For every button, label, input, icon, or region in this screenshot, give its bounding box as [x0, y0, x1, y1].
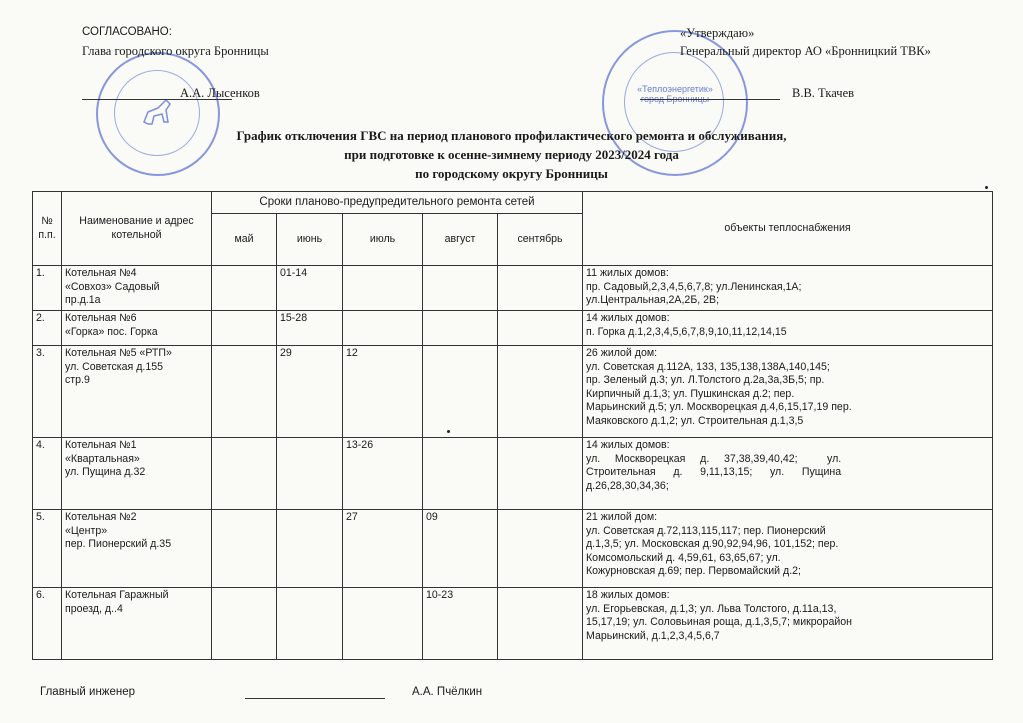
table-row: [33, 510, 993, 588]
approval-right-label: «Утверждаю»: [680, 26, 755, 40]
row-objects: 18 жилых домов: ул. Егорьевская, д.1,3; ул. Льва Толстого, д.11а,13, 15,17,19; ул. Соловьиная роща, д.1,3,5,7; микрорайон Марьинский, д.1,2,3,4,5,6,7: [583, 588, 993, 660]
header-objects: объекты теплоснабжения: [583, 192, 993, 266]
row-boiler-name: Котельная №6 «Горка» пос. Горка: [62, 311, 212, 346]
cell-june: 29: [277, 346, 343, 438]
row-objects: 26 жилой дом: ул. Советская д.112А, 133, 135,138,138А,140,145; пр. Зеленый д.3; ул. Л.Толстого д.2а,3а,3Б,5; пр. Кирпичный д.1,3; ул. Пушкинская д.2; пер. Марьинский д.5; ул. Москворецкая д.4,6,15,17,19 пер. Маяковского д.1,2; ул. Строительная д.1,3,5: [583, 346, 993, 438]
table-row: [33, 588, 993, 660]
cell-september: [498, 266, 583, 311]
footer-signature-line: [245, 698, 385, 699]
row-boiler-name: Котельная Гаражный проезд, д..4: [62, 588, 212, 660]
row-boiler-name: Котельная №4 «Совхоз» Садовый пр.д.1а: [62, 266, 212, 311]
cell-september: [498, 510, 583, 588]
cell-june: [277, 510, 343, 588]
doc-title-line2: при подготовке к осенне-зимнему периоду 2023/2024 года: [344, 147, 679, 162]
cell-may: [212, 311, 277, 346]
cell-june: [277, 588, 343, 660]
cell-july: [343, 588, 423, 660]
row-num: 4.: [33, 438, 62, 510]
row-objects: 11 жилых домов: пр. Садовый,2,3,4,5,6,7,8; ул.Ленинская,1А; ул.Центральная,2А,2Б, 2В;: [583, 266, 993, 311]
cell-may: [212, 438, 277, 510]
header-month-september: сентябрь: [498, 214, 583, 266]
row-boiler-name: Котельная №2 «Центр» пер. Пионерский д.35: [62, 510, 212, 588]
table-row: [33, 266, 993, 311]
row-objects: 21 жилой дом: ул. Советская д.72,113,115,117; пер. Пионерский д.1,3,5; ул. Московская д.90,92,94,96, 101,152; пер. Комсомольский д. 4,59,61, 63,65,67; ул. Кожурновская д.69; пер. Первомайский д.2;: [583, 510, 993, 588]
row-num: 1.: [33, 266, 62, 311]
approval-right-position: Генеральный директор АО «Бронницкий ТВК»: [680, 44, 931, 58]
cell-july: 12: [343, 346, 423, 438]
cell-may: [212, 266, 277, 311]
row-num: 2.: [33, 311, 62, 346]
row-boiler-name: Котельная №5 «РТП» ул. Советская д.155 стр.9: [62, 346, 212, 438]
header-num: № п.п.: [33, 192, 62, 266]
footer-position: Главный инженер: [40, 686, 136, 698]
footer-name: А.А. Пчёлкин: [412, 686, 483, 698]
row-objects: 14 жилых домов: п. Горка д.1,2,3,4,5,6,7,8,9,10,11,12,14,15: [583, 311, 993, 346]
cell-july: 13-26: [343, 438, 423, 510]
doc-title-line1: График отключения ГВС на период планового профилактического ремонта и обслуживания,: [236, 128, 787, 143]
row-num: 5.: [33, 510, 62, 588]
cell-august: 09: [423, 510, 498, 588]
row-num: 3.: [33, 346, 62, 438]
cell-june: 01-14: [277, 266, 343, 311]
row-objects: 14 жилых домов: ул. Москворецкая д. 37,38,39,40,42; ул. Строительная д. 9,11,13,15; ул. Пущина д.26,28,30,34,36;: [583, 438, 993, 510]
cell-may: [212, 510, 277, 588]
table-row: [33, 438, 993, 510]
cell-august: [423, 346, 498, 438]
row-num: 6.: [33, 588, 62, 660]
cell-july: [343, 311, 423, 346]
approval-left-label: СОГЛАСОВАНО:: [82, 26, 172, 38]
cell-september: [498, 438, 583, 510]
doc-title-line3: по городскому округу Бронницы: [415, 166, 608, 181]
header-month-may: май: [212, 214, 277, 266]
cell-august: [423, 438, 498, 510]
cell-august: 10-23: [423, 588, 498, 660]
cell-june: 15-28: [277, 311, 343, 346]
seal-text: «Теплоэнергетик» город Бронницы: [637, 84, 713, 104]
row-boiler-name: Котельная №1 «Квартальная» ул. Пущина д.32: [62, 438, 212, 510]
scan-speck: [985, 186, 988, 189]
header-period-group: Сроки планово-предупредительного ремонта сетей: [212, 192, 583, 214]
table-row: [33, 346, 993, 438]
approval-right-signature-line: [640, 99, 780, 100]
approval-right-name: В.В. Ткачев: [792, 86, 855, 100]
cell-september: [498, 346, 583, 438]
cell-september: [498, 588, 583, 660]
header-month-july: июль: [343, 214, 423, 266]
cell-may: [212, 588, 277, 660]
header-month-august: август: [423, 214, 498, 266]
cell-august: [423, 311, 498, 346]
scan-speck: [447, 430, 450, 433]
header-name: Наименование и адрес котельной: [62, 192, 212, 266]
header-month-june: июнь: [277, 214, 343, 266]
cell-july: [343, 266, 423, 311]
table-row: [33, 311, 993, 346]
approval-left-name: А.А. Лысенков: [180, 86, 260, 100]
cell-august: [423, 266, 498, 311]
cell-july: 27: [343, 510, 423, 588]
cell-june: [277, 438, 343, 510]
cell-may: [212, 346, 277, 438]
approval-left-position: Глава городского округа Бронницы: [82, 44, 269, 58]
schedule-table: [32, 191, 993, 660]
cell-september: [498, 311, 583, 346]
